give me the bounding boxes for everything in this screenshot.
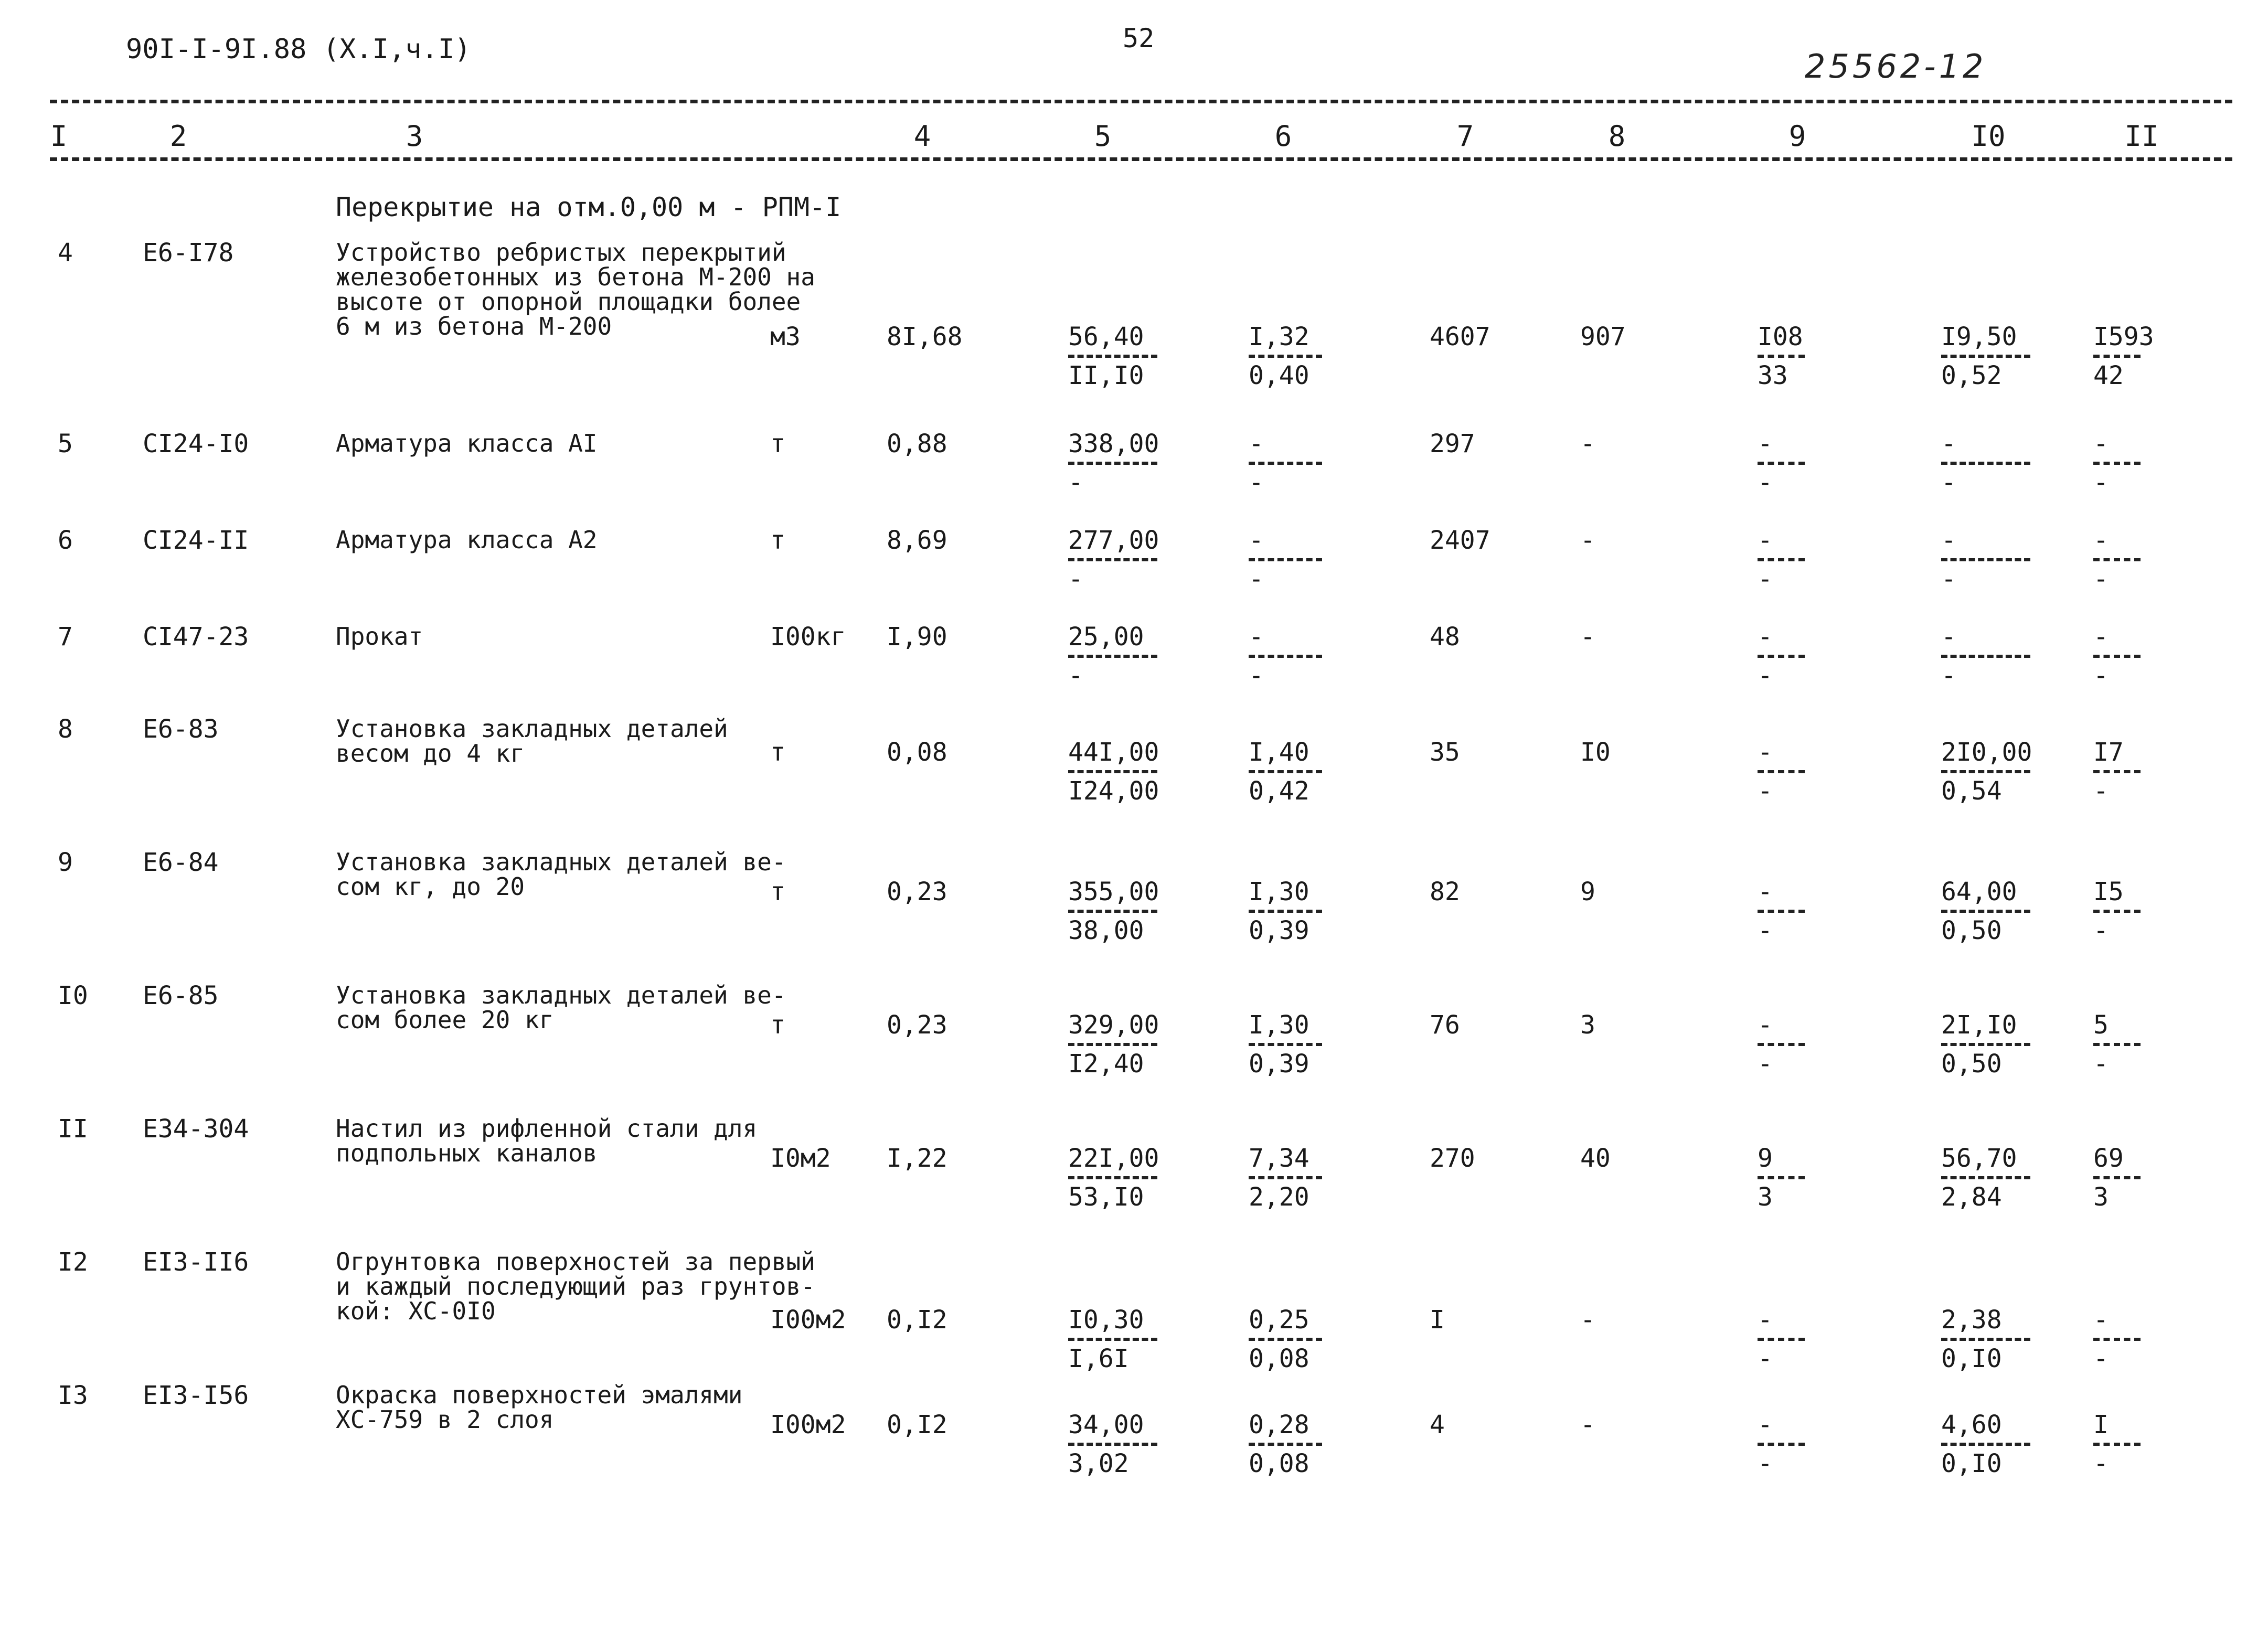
column-11-fraction-bottom: - <box>2093 1449 2109 1478</box>
fraction-line <box>1941 655 2030 658</box>
column-10-fraction <box>1941 624 2041 690</box>
column-5-fraction-top: 355,00 <box>1068 877 1159 907</box>
unit-of-measure: т <box>770 877 785 907</box>
column-11-fraction <box>2093 1307 2193 1373</box>
fraction-line <box>1249 910 1322 913</box>
column-5-fraction-top: 329,00 <box>1068 1010 1159 1040</box>
column-9-fraction-top: - <box>1758 738 1773 767</box>
column-10-fraction <box>1941 879 2041 945</box>
column-number: 2 <box>169 120 187 153</box>
column-11-fraction <box>2093 740 2193 806</box>
fraction-line <box>1249 462 1322 465</box>
column-11-fraction-bottom: - <box>2093 468 2109 497</box>
column-6-fraction-bottom: - <box>1249 468 1264 497</box>
fraction-line <box>1068 1443 1157 1446</box>
column-11-fraction <box>2093 528 2193 594</box>
fraction-line <box>1068 1338 1157 1341</box>
column-10-fraction-top: 64,00 <box>1941 877 2017 907</box>
column-11-fraction-bottom: 3 <box>2093 1182 2109 1212</box>
column-11-fraction-bottom: - <box>2093 564 2109 594</box>
column-5-fraction <box>1068 1146 1168 1212</box>
quantity: I,22 <box>887 1144 947 1173</box>
column-9-fraction-top: - <box>1758 429 1773 459</box>
column-8-value: 907 <box>1580 322 1626 351</box>
column-10-fraction-bottom: 0,50 <box>1941 1049 2002 1079</box>
column-number: II <box>2124 120 2159 153</box>
column-6-fraction-top: - <box>1249 526 1264 555</box>
column-7-value: 4607 <box>1430 322 1490 351</box>
column-9-fraction <box>1758 1012 1857 1079</box>
column-5-fraction-bottom: - <box>1068 661 1083 690</box>
column-6-fraction <box>1249 1412 1348 1478</box>
column-9-fraction-bottom: - <box>1758 776 1773 806</box>
unit-of-measure: т <box>770 526 785 555</box>
column-6-fraction-bottom: 0,08 <box>1249 1449 1309 1478</box>
column-9-fraction <box>1758 324 1857 390</box>
norm-code: ЕI3-I56 <box>143 1381 249 1410</box>
column-8-value: 3 <box>1580 1010 1595 1040</box>
column-6-fraction <box>1249 1307 1348 1373</box>
fraction-line <box>1941 1043 2030 1046</box>
column-11-fraction-top: - <box>2093 1305 2109 1335</box>
column-10-fraction <box>1941 740 2041 806</box>
column-9-fraction-bottom: - <box>1758 1449 1773 1478</box>
row-number: I0 <box>58 981 88 1010</box>
fraction-line <box>1249 655 1322 658</box>
column-7-value: 48 <box>1430 622 1460 652</box>
fraction-line <box>1249 558 1322 561</box>
fraction-line <box>2093 1043 2141 1046</box>
column-10-fraction <box>1941 1307 2041 1373</box>
header-top-divider <box>50 100 2232 103</box>
column-11-fraction <box>2093 431 2193 497</box>
column-10-fraction-bottom: 0,50 <box>1941 916 2002 945</box>
column-9-fraction <box>1758 431 1857 497</box>
column-8-value: - <box>1580 622 1595 652</box>
document-code: 90I-I-9I.88 (X.I,ч.I) <box>126 34 471 65</box>
quantity: 0,23 <box>887 1010 947 1040</box>
work-description: Окраска поверхностей эмалями ХС-759 в 2 слоя <box>336 1381 743 1434</box>
column-5-fraction-top: 338,00 <box>1068 429 1159 459</box>
column-10-fraction-top: - <box>1941 526 1956 555</box>
column-8-value: I0 <box>1580 738 1611 767</box>
column-6-fraction-top: I,30 <box>1249 877 1309 907</box>
column-5-fraction <box>1068 431 1168 497</box>
fraction-line <box>1068 770 1157 773</box>
column-6-fraction-top: 7,34 <box>1249 1144 1309 1173</box>
column-6-fraction-top: 0,25 <box>1249 1305 1309 1335</box>
column-5-fraction <box>1068 740 1168 806</box>
column-number: I0 <box>1971 120 2006 153</box>
column-10-fraction <box>1941 324 2041 390</box>
fraction-line <box>1758 1176 1805 1179</box>
work-description: Устройство ребристых перекрытий железобетонных из бетона М-200 на высоте от опорной площадки более 6 м из бетона М-200 <box>336 238 815 340</box>
column-6-fraction-bottom: 0,42 <box>1249 776 1309 806</box>
column-10-fraction-top: 2I,I0 <box>1941 1010 2017 1040</box>
fraction-line <box>2093 655 2141 658</box>
column-10-fraction <box>1941 431 2041 497</box>
column-9-fraction-top: - <box>1758 1410 1773 1440</box>
fraction-line <box>2093 910 2141 913</box>
fraction-line <box>2093 1338 2141 1341</box>
column-5-fraction-top: 56,40 <box>1068 322 1144 351</box>
column-11-fraction-top: I593 <box>2093 322 2154 351</box>
work-description: Установка закладных деталей ве- сом кг, до 20 <box>336 848 786 901</box>
column-6-fraction <box>1249 528 1348 594</box>
column-9-fraction-top: I08 <box>1758 322 1803 351</box>
fraction-line <box>2093 558 2141 561</box>
quantity: 0,I2 <box>887 1305 947 1335</box>
column-number: 7 <box>1456 120 1474 153</box>
column-9-fraction <box>1758 1307 1857 1373</box>
work-description: Установка закладных деталей ве- сом более 20 кг <box>336 981 786 1034</box>
column-9-fraction-bottom: - <box>1758 564 1773 594</box>
column-5-fraction <box>1068 1412 1168 1478</box>
column-11-fraction-top: I7 <box>2093 738 2124 767</box>
column-8-value: 9 <box>1580 877 1595 907</box>
quantity: 0,I2 <box>887 1410 947 1440</box>
fraction-line <box>1941 910 2030 913</box>
column-6-fraction-bottom: - <box>1249 564 1264 594</box>
section-title: Перекрытие на отм.0,00 м - РПМ-I <box>336 192 842 222</box>
column-10-fraction-top: - <box>1941 622 1956 652</box>
column-11-fraction-top: 5 <box>2093 1010 2109 1040</box>
column-5-fraction-bottom: 38,00 <box>1068 916 1144 945</box>
column-11-fraction <box>2093 1412 2193 1478</box>
fraction-line <box>1941 462 2030 465</box>
quantity: 8I,68 <box>887 322 963 351</box>
column-6-fraction-bottom: 0,39 <box>1249 1049 1309 1079</box>
column-9-fraction-bottom: - <box>1758 468 1773 497</box>
column-8-value: - <box>1580 1410 1595 1440</box>
work-description: Прокат <box>336 622 423 651</box>
norm-code: Е6-85 <box>143 981 219 1010</box>
work-description: Огрунтовка поверхностей за первый и каждый последующий раз грунтов- кой: ХС-0I0 <box>336 1248 815 1325</box>
column-10-fraction-bottom: - <box>1941 564 1956 594</box>
column-5-fraction-bottom: - <box>1068 468 1083 497</box>
fraction-line <box>1758 1443 1805 1446</box>
column-11-fraction <box>2093 879 2193 945</box>
column-6-fraction-top: I,30 <box>1249 1010 1309 1040</box>
row-number: 8 <box>58 715 73 744</box>
fraction-line <box>2093 1176 2141 1179</box>
column-5-fraction-top: I0,30 <box>1068 1305 1144 1335</box>
row-number: 7 <box>58 622 73 652</box>
column-10-fraction-top: 2I0,00 <box>1941 738 2032 767</box>
column-10-fraction-top: 2,38 <box>1941 1305 2002 1335</box>
column-11-fraction-bottom: - <box>2093 661 2109 690</box>
norm-code: ЕI3-II6 <box>143 1248 249 1277</box>
fraction-line <box>1068 1176 1157 1179</box>
column-6-fraction <box>1249 1146 1348 1212</box>
column-10-fraction-bottom: 0,I0 <box>1941 1344 2002 1373</box>
column-number: 3 <box>406 120 423 153</box>
column-6-fraction <box>1249 1012 1348 1079</box>
column-number: 9 <box>1788 120 1806 153</box>
column-8-value: 40 <box>1580 1144 1611 1173</box>
column-9-fraction <box>1758 528 1857 594</box>
column-5-fraction-bottom: I,6I <box>1068 1344 1129 1373</box>
column-10-fraction-bottom: - <box>1941 661 1956 690</box>
column-11-fraction <box>2093 324 2193 390</box>
column-6-fraction <box>1249 740 1348 806</box>
column-10-fraction <box>1941 1146 2041 1212</box>
column-6-fraction <box>1249 879 1348 945</box>
quantity: 8,69 <box>887 526 947 555</box>
column-6-fraction <box>1249 431 1348 497</box>
column-9-fraction <box>1758 879 1857 945</box>
fraction-line <box>1941 1443 2030 1446</box>
column-9-fraction-bottom: - <box>1758 661 1773 690</box>
fraction-line <box>1758 1043 1805 1046</box>
column-7-value: I <box>1430 1305 1445 1335</box>
column-9-fraction <box>1758 740 1857 806</box>
column-number: 5 <box>1094 120 1112 153</box>
column-7-value: 270 <box>1430 1144 1475 1173</box>
column-9-fraction-top: - <box>1758 877 1773 907</box>
column-10-fraction-top: 56,70 <box>1941 1144 2017 1173</box>
column-10-fraction-bottom: 0,52 <box>1941 361 2002 390</box>
fraction-line <box>1941 1338 2030 1341</box>
column-number: 6 <box>1274 120 1292 153</box>
fraction-line <box>1068 1043 1157 1046</box>
column-6-fraction-bottom: - <box>1249 661 1264 690</box>
column-9-fraction-top: 9 <box>1758 1144 1773 1173</box>
norm-code: Е6-83 <box>143 715 219 744</box>
column-6-fraction-top: I,32 <box>1249 322 1309 351</box>
column-10-fraction <box>1941 1412 2041 1478</box>
quantity: 0,08 <box>887 738 947 767</box>
work-description: Установка закладных деталей весом до 4 кг <box>336 715 728 767</box>
norm-code: Е6-84 <box>143 848 219 877</box>
norm-code: Е34-304 <box>143 1114 249 1144</box>
column-11-fraction-top: I5 <box>2093 877 2124 907</box>
norm-code: СI47-23 <box>143 622 249 652</box>
column-11-fraction-bottom: - <box>2093 1344 2109 1373</box>
column-7-value: 4 <box>1430 1410 1445 1440</box>
column-5-fraction <box>1068 324 1168 390</box>
column-10-fraction-top: I9,50 <box>1941 322 2017 351</box>
column-11-fraction-bottom: - <box>2093 916 2109 945</box>
fraction-line <box>2093 355 2141 358</box>
column-9-fraction-bottom: 3 <box>1758 1182 1773 1212</box>
column-5-fraction <box>1068 1307 1168 1373</box>
column-9-fraction <box>1758 1146 1857 1212</box>
fraction-line <box>1758 655 1805 658</box>
column-5-fraction-top: 34,00 <box>1068 1410 1144 1440</box>
column-5-fraction-bottom: II,I0 <box>1068 361 1144 390</box>
fraction-line <box>1758 462 1805 465</box>
header-bottom-divider <box>50 157 2232 161</box>
column-9-fraction <box>1758 1412 1857 1478</box>
column-11-fraction-top: 69 <box>2093 1144 2124 1173</box>
column-11-fraction-bottom: 42 <box>2093 361 2124 390</box>
column-10-fraction <box>1941 1012 2041 1079</box>
fraction-line <box>1249 1176 1322 1179</box>
row-number: 6 <box>58 526 73 555</box>
fraction-line <box>1758 355 1805 358</box>
column-9-fraction <box>1758 624 1857 690</box>
column-8-value: - <box>1580 429 1595 459</box>
work-description: Арматура класса АI <box>336 429 598 457</box>
fraction-line <box>1068 910 1157 913</box>
document-number: 25562-12 <box>1805 47 1987 86</box>
unit-of-measure: I00кг <box>770 622 846 652</box>
column-5-fraction-bottom: - <box>1068 564 1083 594</box>
fraction-line <box>1758 910 1805 913</box>
quantity: I,90 <box>887 622 947 652</box>
column-9-fraction-top: - <box>1758 526 1773 555</box>
column-5-fraction-top: 277,00 <box>1068 526 1159 555</box>
fraction-line <box>1249 355 1322 358</box>
row-number: I2 <box>58 1248 88 1277</box>
column-11-fraction-top: I <box>2093 1410 2109 1440</box>
fraction-line <box>1068 462 1157 465</box>
fraction-line <box>1068 655 1157 658</box>
column-5-fraction-top: 25,00 <box>1068 622 1144 652</box>
column-9-fraction-top: - <box>1758 1305 1773 1335</box>
column-5-fraction-bottom: 3,02 <box>1068 1449 1129 1478</box>
column-6-fraction-bottom: 0,40 <box>1249 361 1309 390</box>
fraction-line <box>1068 558 1157 561</box>
row-number: I3 <box>58 1381 88 1410</box>
fraction-line <box>1941 558 2030 561</box>
column-6-fraction-top: - <box>1249 622 1264 652</box>
fraction-line <box>1758 770 1805 773</box>
column-5-fraction-top: 44I,00 <box>1068 738 1159 767</box>
column-9-fraction-top: - <box>1758 1010 1773 1040</box>
column-10-fraction-top: 4,60 <box>1941 1410 2002 1440</box>
column-11-fraction <box>2093 1146 2193 1212</box>
column-10-fraction-bottom: 0,54 <box>1941 776 2002 806</box>
fraction-line <box>1068 355 1157 358</box>
column-6-fraction-top: - <box>1249 429 1264 459</box>
column-9-fraction-bottom: 33 <box>1758 361 1788 390</box>
column-7-value: 76 <box>1430 1010 1460 1040</box>
fraction-line <box>1249 770 1322 773</box>
row-number: II <box>58 1114 88 1144</box>
fraction-line <box>1249 1443 1322 1446</box>
column-5-fraction-bottom: I2,40 <box>1068 1049 1144 1079</box>
column-5-fraction <box>1068 879 1168 945</box>
column-9-fraction-bottom: - <box>1758 1049 1773 1079</box>
work-description: Арматура класса А2 <box>336 526 598 554</box>
work-description: Настил из рифленной стали для подпольных каналов <box>336 1114 758 1167</box>
column-number: 8 <box>1608 120 1626 153</box>
column-9-fraction-bottom: - <box>1758 1344 1773 1373</box>
norm-code: СI24-I0 <box>143 429 249 459</box>
column-11-fraction-top: - <box>2093 526 2109 555</box>
column-6-fraction-top: I,40 <box>1249 738 1309 767</box>
quantity: 0,23 <box>887 877 947 907</box>
column-7-value: 297 <box>1430 429 1475 459</box>
column-7-value: 2407 <box>1430 526 1490 555</box>
column-7-value: 82 <box>1430 877 1460 907</box>
page-number: 52 <box>1123 23 1155 54</box>
fraction-line <box>2093 462 2141 465</box>
column-number: 4 <box>913 120 931 153</box>
column-number: I <box>50 120 68 153</box>
unit-of-measure: т <box>770 738 785 767</box>
fraction-line <box>2093 1443 2141 1446</box>
fraction-line <box>1249 1043 1322 1046</box>
unit-of-measure: т <box>770 429 785 459</box>
fraction-line <box>1249 1338 1322 1341</box>
column-8-value: - <box>1580 1305 1595 1335</box>
column-6-fraction-top: 0,28 <box>1249 1410 1309 1440</box>
row-number: 5 <box>58 429 73 459</box>
column-5-fraction <box>1068 624 1168 690</box>
column-11-fraction-top: - <box>2093 622 2109 652</box>
row-number: 4 <box>58 238 73 268</box>
column-6-fraction-bottom: 0,39 <box>1249 916 1309 945</box>
fraction-line <box>2093 770 2141 773</box>
column-5-fraction-bottom: I24,00 <box>1068 776 1159 806</box>
column-7-value: 35 <box>1430 738 1460 767</box>
column-10-fraction-bottom: 2,84 <box>1941 1182 2002 1212</box>
column-10-fraction-bottom: - <box>1941 468 1956 497</box>
column-11-fraction <box>2093 1012 2193 1079</box>
row-number: 9 <box>58 848 73 877</box>
column-6-fraction-bottom: 2,20 <box>1249 1182 1309 1212</box>
column-11-fraction <box>2093 624 2193 690</box>
column-5-fraction <box>1068 1012 1168 1079</box>
fraction-line <box>1941 770 2030 773</box>
column-10-fraction-top: - <box>1941 429 1956 459</box>
norm-code: Е6-I78 <box>143 238 234 268</box>
column-6-fraction <box>1249 624 1348 690</box>
column-9-fraction-bottom: - <box>1758 916 1773 945</box>
unit-of-measure: м3 <box>770 322 801 351</box>
column-6-fraction <box>1249 324 1348 390</box>
column-6-fraction-bottom: 0,08 <box>1249 1344 1309 1373</box>
column-9-fraction-top: - <box>1758 622 1773 652</box>
unit-of-measure: I00м2 <box>770 1410 846 1440</box>
column-5-fraction-bottom: 53,I0 <box>1068 1182 1144 1212</box>
column-5-fraction <box>1068 528 1168 594</box>
norm-code: СI24-II <box>143 526 249 555</box>
unit-of-measure: I0м2 <box>770 1144 831 1173</box>
fraction-line <box>1941 1176 2030 1179</box>
column-5-fraction-top: 22I,00 <box>1068 1144 1159 1173</box>
column-11-fraction-top: - <box>2093 429 2109 459</box>
fraction-line <box>1758 1338 1805 1341</box>
column-11-fraction-bottom: - <box>2093 776 2109 806</box>
column-10-fraction <box>1941 528 2041 594</box>
column-8-value: - <box>1580 526 1595 555</box>
unit-of-measure: I00м2 <box>770 1305 846 1335</box>
fraction-line <box>1941 355 2030 358</box>
column-10-fraction-bottom: 0,I0 <box>1941 1449 2002 1478</box>
column-11-fraction-bottom: - <box>2093 1049 2109 1079</box>
quantity: 0,88 <box>887 429 947 459</box>
unit-of-measure: т <box>770 1010 785 1040</box>
fraction-line <box>1758 558 1805 561</box>
